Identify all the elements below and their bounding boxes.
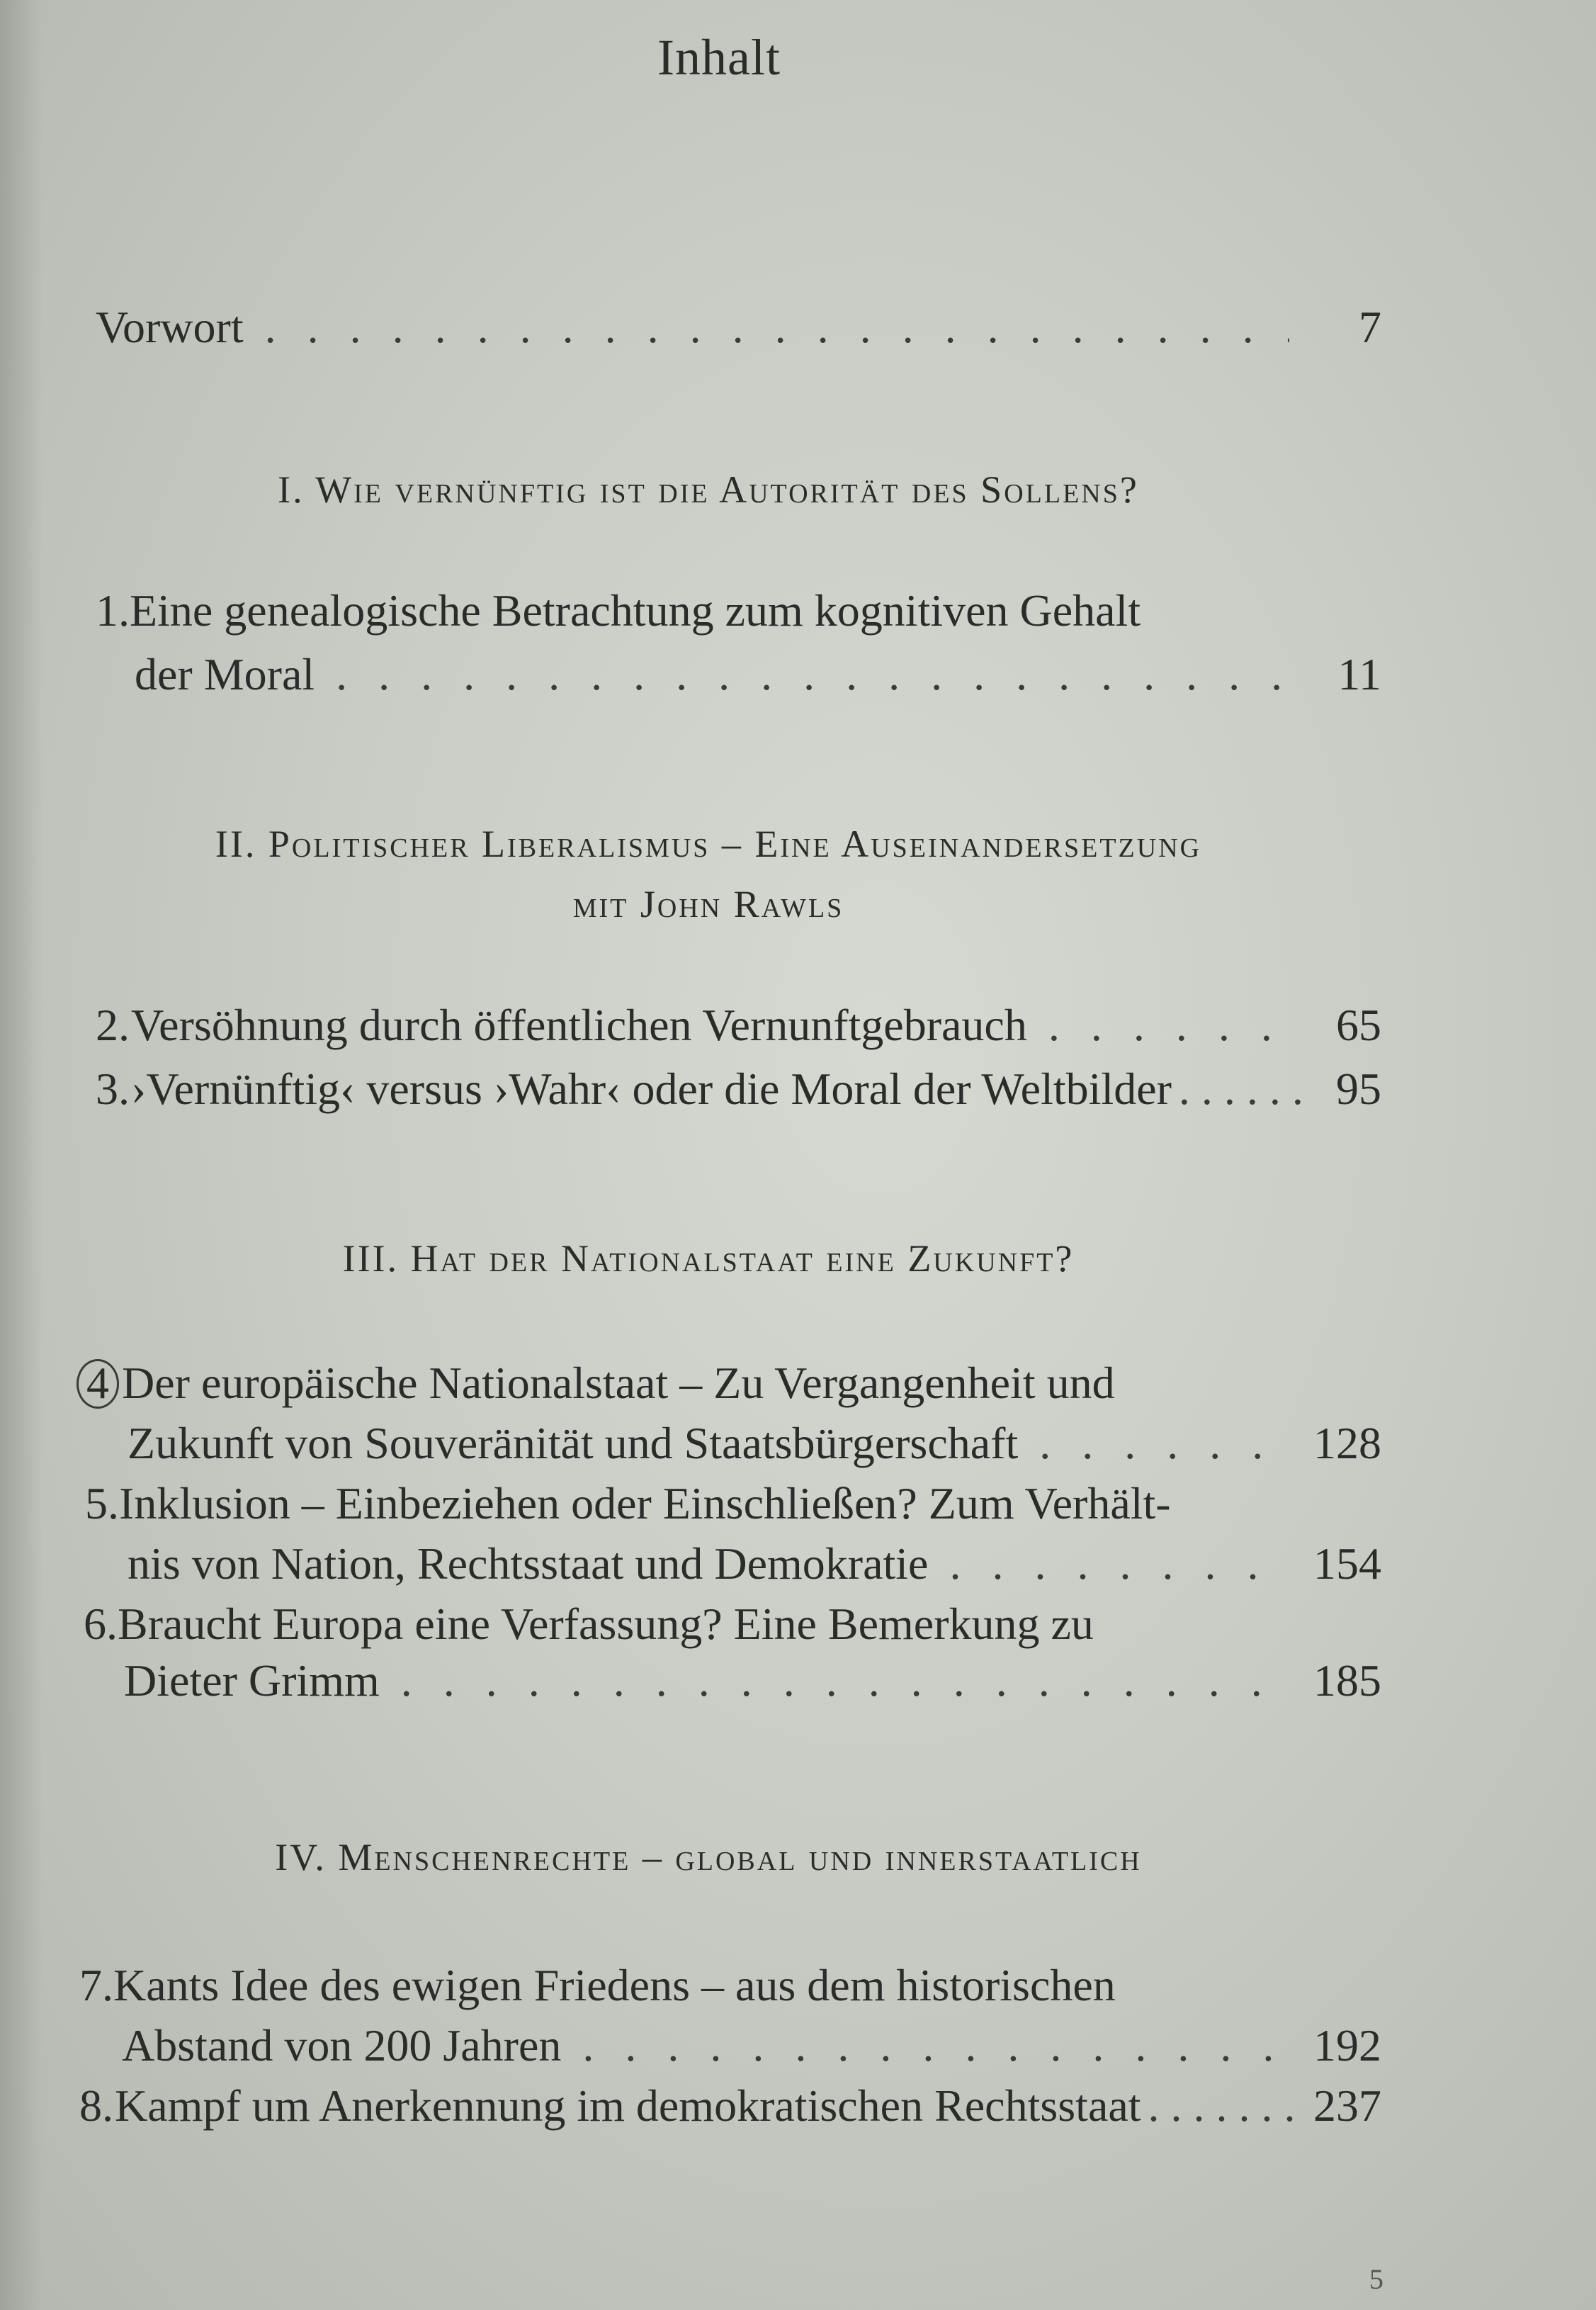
toc-page-number: 65 (1336, 1000, 1381, 1050)
toc-entry-text: Der europäische Nationalstaat – Zu Vergangenheit und (122, 1358, 1115, 1408)
toc-entry-text: Zukunft von Souveränität und Staatsbürgerschaft (128, 1418, 1019, 1468)
toc-page-number: 11 (1337, 649, 1381, 699)
section-heading-2-line1: II. Politischer Liberalismus – Eine Auseinandersetzung (215, 823, 1202, 865)
toc-entry-text: Dieter Grimm (124, 1655, 380, 1706)
page-corner-mark: 5 (1369, 2263, 1383, 2295)
toc-page-number: 154 (1313, 1538, 1381, 1589)
toc-entry-1-line2 (135, 645, 1381, 704)
toc-page-number: 185 (1313, 1655, 1381, 1706)
toc-entry-text: Kants Idee des ewigen Friedens – aus dem historischen (113, 1960, 1116, 2010)
section-heading-3: III. Hat der Nationalstaat eine Zukunft? (342, 1237, 1075, 1280)
toc-entry-text: Kampf um Anerkennung im demokratischen Rechtsstaat (115, 2080, 1141, 2131)
toc-entry-6-line1 (84, 1594, 1094, 1654)
leader-dots (949, 1534, 1289, 1594)
toc-entry-7-line2 (122, 2016, 1381, 2075)
toc-entry-7-line1 (79, 1956, 1116, 2015)
toc-entry-number: 5. (85, 1478, 119, 1528)
toc-entry-4-line1 (77, 1353, 1115, 1413)
toc-entry-text: nis von Nation, Rechtsstaat und Demokratie (128, 1538, 929, 1589)
section-heading-1: I. Wie vernünftig ist die Autorität des Sollens? (278, 468, 1139, 511)
toc-entry-1-line1 (96, 581, 1141, 641)
page-title: Inhalt (657, 29, 781, 86)
toc-entry-text: der Moral (135, 649, 315, 699)
toc-entry-3 (96, 1059, 1381, 1119)
toc-entry-2 (96, 996, 1381, 1055)
toc-entry-text: ›Vernünftig‹ versus ›Wahr‹ oder die Moral der Weltbilder (131, 1064, 1172, 1114)
toc-entry-text: Inklusion – Einbeziehen oder Einschließen? Zum Verhält- (119, 1478, 1171, 1528)
leader-dots (265, 298, 1289, 357)
toc-entry-6-line2 (124, 1651, 1381, 1711)
leader-dots (582, 2016, 1289, 2075)
section-heading-4: IV. Menschenrechte – global und innerstaatlich (275, 1836, 1142, 1878)
toc-entry-number: 7. (79, 1960, 113, 2010)
toc-page-number: 7 (1359, 302, 1381, 352)
toc-entry-5-line1 (85, 1474, 1171, 1533)
toc-entry-label: Vorwort (96, 302, 244, 352)
toc-page-number: 192 (1313, 2020, 1381, 2070)
leader-spacer (1179, 1059, 1303, 1119)
leader-dots (1039, 1414, 1289, 1473)
leader-dots (401, 1651, 1289, 1711)
toc-entry-text: Abstand von 200 Jahren (122, 2020, 562, 2070)
section-heading-2-line2: mit John Rawls (572, 883, 844, 925)
toc-entry-5-line2 (128, 1534, 1381, 1594)
toc-page-number: 95 (1336, 1064, 1381, 1114)
toc-page-number: 237 (1313, 2080, 1381, 2131)
toc-entry-number: 1. (96, 585, 130, 636)
toc-entry-8 (79, 2076, 1381, 2136)
leader-spacer (1148, 2076, 1303, 2136)
page-gutter-shadow (0, 0, 43, 2310)
leader-dots (1048, 996, 1289, 1055)
leader-dots (336, 645, 1289, 704)
toc-entry-text: Braucht Europa eine Verfassung? Eine Bemerkung zu (118, 1599, 1094, 1649)
circled-number-mark: 4 (77, 1359, 119, 1409)
toc-entry-vorwort (96, 298, 1381, 357)
toc-entry-number: 3. (96, 1064, 130, 1114)
toc-entry-4-line2 (128, 1414, 1381, 1473)
toc-entry-text: Eine genealogische Betrachtung zum kognitiven Gehalt (130, 585, 1141, 636)
toc-entry-number: 6. (84, 1599, 118, 1649)
toc-entry-number: 2. (96, 1000, 130, 1050)
toc-entry-text: Versöhnung durch öffentlichen Vernunftgebrauch (131, 1000, 1027, 1050)
toc-page-number: 128 (1313, 1418, 1381, 1468)
toc-entry-number: 8. (79, 2080, 113, 2131)
